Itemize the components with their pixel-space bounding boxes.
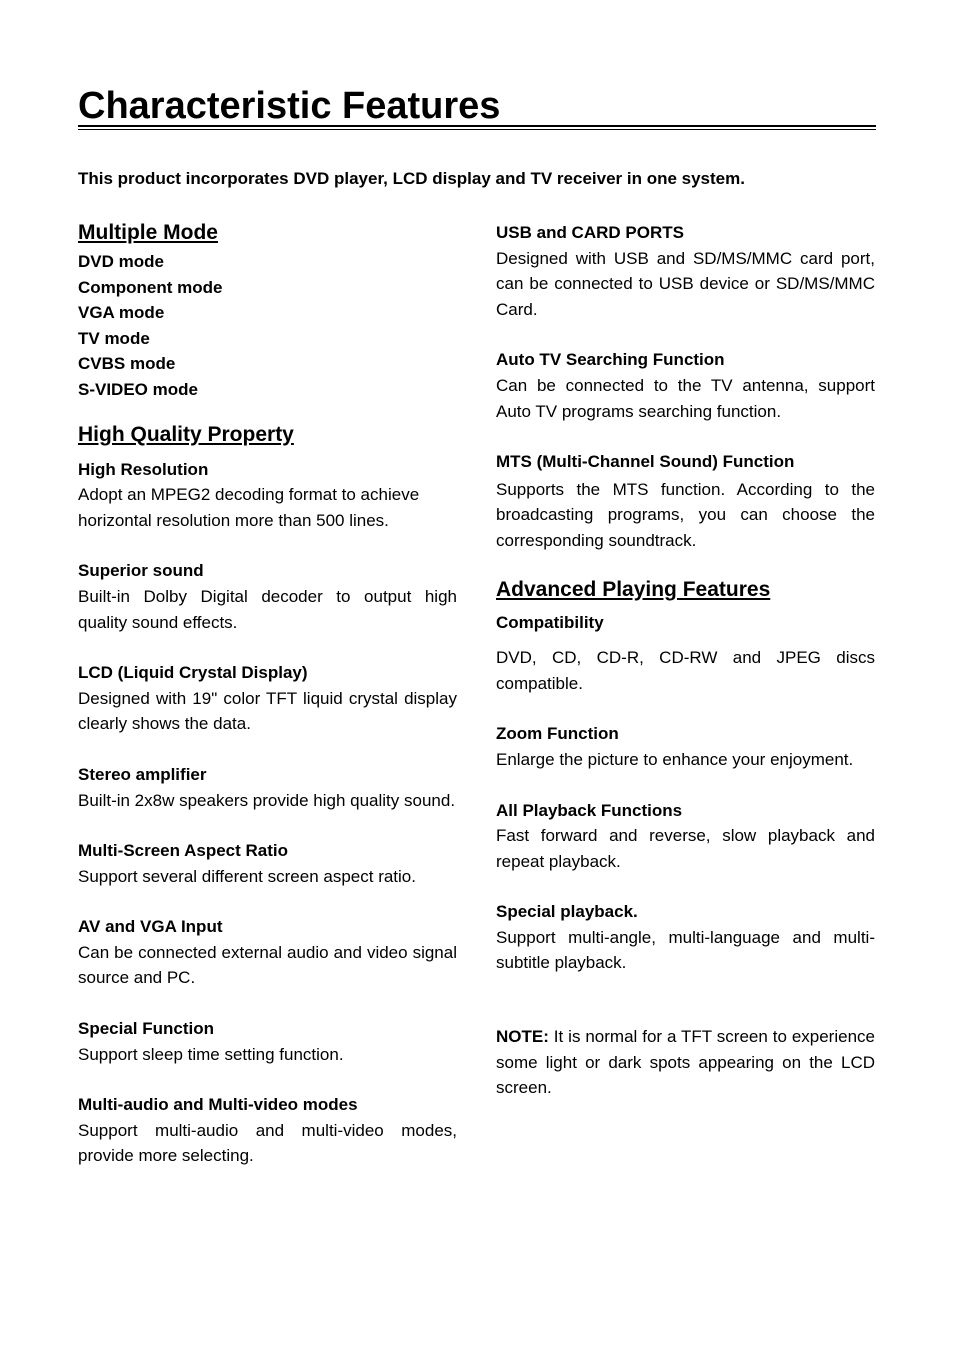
note-label: NOTE: (496, 1027, 549, 1047)
feature-block (496, 798, 875, 875)
feature-text: Adopt an MPEG2 decoding format to achieve horizontal resolution more than 500 lines. (78, 485, 420, 530)
mode-item: DVD mode (78, 252, 164, 271)
feature-text: Supports the MTS function. According to the broadcasting programs, you can choose the corresponding soundtrack. (496, 479, 875, 550)
feature-text: Support several different screen aspect ratio. (78, 866, 416, 886)
page-header (78, 82, 876, 130)
feature-text: Enlarge the picture to enhance your enjoyment. (496, 749, 854, 769)
mode-item: TV mode (78, 328, 150, 348)
feature-text: Can be connected to the TV antenna, support Auto TV programs searching function. (496, 375, 875, 421)
feature-block (78, 457, 457, 534)
feature-title: Multi-audio and Multi-video modes (78, 1095, 358, 1115)
feature-block (78, 1092, 457, 1169)
feature-title: MTS (Multi-Channel Sound) Function (496, 452, 795, 472)
right-column (496, 220, 875, 1101)
feature-title: Compatibility (496, 612, 604, 632)
feature-text: Built-in Dolby Digital decoder to output high quality sound effects. (78, 586, 457, 632)
feature-text: Designed with 19" color TFT liquid crystal display clearly shows the data. (78, 688, 457, 734)
feature-text: Support multi-angle, multi-language and multi-subtitle playback. (496, 927, 875, 973)
feature-block (496, 610, 875, 697)
feature-title: AV and VGA Input (78, 917, 223, 937)
section-heading-high-quality: High Quality Property (78, 422, 294, 446)
note (496, 1024, 875, 1101)
feature-title: Auto TV Searching Function (496, 350, 725, 370)
feature-text: Built-in 2x8w speakers provide high quality sound. (78, 790, 456, 810)
feature-block (78, 660, 457, 737)
page-title: Characteristic Features (78, 85, 501, 127)
feature-block (78, 838, 457, 889)
intro-text: This product incorporates DVD player, LCD display and TV receiver in one system. (78, 169, 745, 188)
feature-text: Designed with USB and SD/MS/MMC card port, can be connected to USB device or SD/MS/MMC Card. (496, 248, 875, 319)
feature-title: Special playback. (496, 902, 638, 922)
feature-block (78, 1016, 457, 1067)
feature-title: Multi-Screen Aspect Ratio (78, 841, 289, 861)
feature-block (496, 347, 875, 424)
feature-text: DVD, CD, CD-R, CD-RW and JPEG discs compatible. (496, 648, 875, 693)
feature-title: Zoom Function (496, 724, 619, 744)
feature-title: Superior sound (78, 561, 204, 581)
feature-text: Support multi-audio and multi-video modes, provide more selecting. (78, 1120, 457, 1166)
note-text: It is normal for a TFT screen to experience some light or dark spots appearing on the LCD screen. (496, 1027, 875, 1098)
feature-block (496, 220, 875, 322)
section-heading-multiple-mode: Multiple Mode (78, 221, 218, 244)
mode-item: S-VIDEO mode (78, 379, 198, 399)
feature-block (78, 762, 457, 813)
feature-title: USB and CARD PORTS (496, 223, 684, 242)
feature-title: Special Function (78, 1019, 215, 1039)
feature-text: Support sleep time setting function. (78, 1044, 344, 1064)
feature-block (78, 914, 457, 991)
feature-block (496, 899, 875, 976)
feature-title: LCD (Liquid Crystal Display) (78, 663, 308, 683)
feature-title: Stereo amplifier (78, 764, 207, 784)
feature-title: All Playback Functions (496, 800, 683, 820)
feature-block (78, 558, 457, 635)
left-column (78, 220, 457, 1194)
mode-item: CVBS mode (78, 354, 176, 374)
feature-text: Fast forward and reverse, slow playback and repeat playback. (496, 826, 875, 871)
mode-item: Component mode (78, 277, 223, 297)
section-heading-advanced: Advanced Playing Features (496, 577, 771, 601)
feature-title: High Resolution (78, 459, 209, 479)
mode-list (78, 249, 457, 403)
feature-block (496, 721, 875, 772)
feature-text: Can be connected external audio and video signal source and PC. (78, 942, 457, 988)
mode-item: VGA mode (78, 303, 165, 323)
feature-block (496, 449, 875, 553)
